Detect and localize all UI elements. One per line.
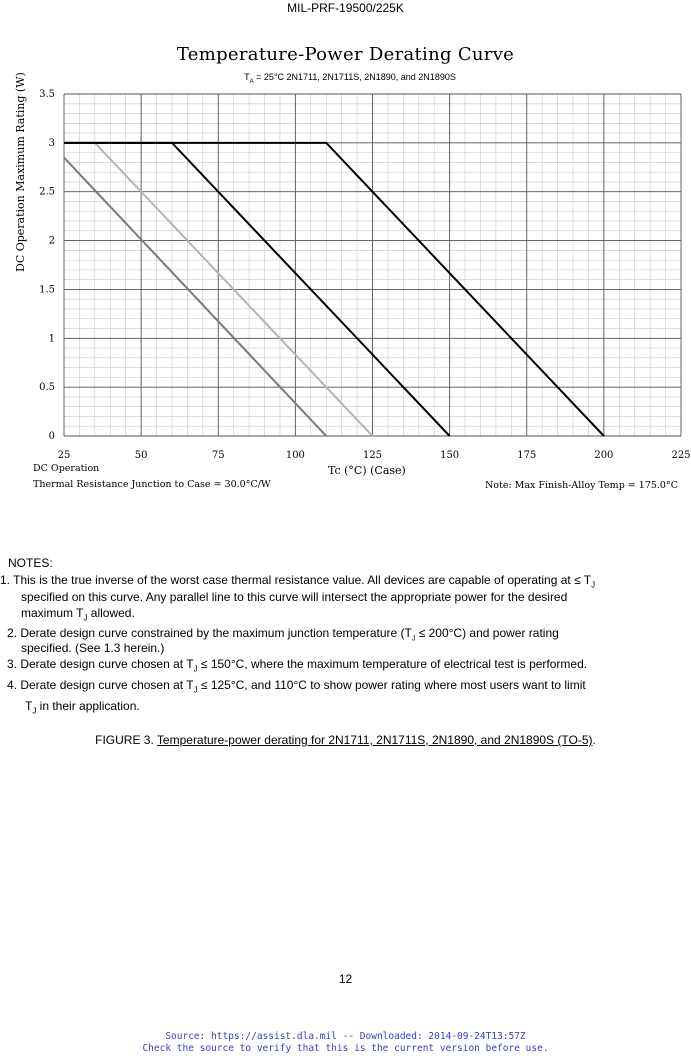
x-tick-label: 175 <box>517 450 537 461</box>
source-line-2: Check the source to verify that this is the current version before use. <box>142 1043 549 1054</box>
figure-label: FIGURE 3. <box>95 733 157 747</box>
annotation-dc-operation: DC Operation <box>33 463 100 474</box>
note-4-line-1: 4. Derate design curve chosen at $T_J \le 125^\circ C$, and 110°C to show power rating where most users want to limit <box>7 678 586 695</box>
derating-series-1 <box>64 158 326 436</box>
note-1-line-3: maximum $T_J$ allowed. <box>21 606 135 623</box>
page-number: 12 <box>338 972 353 986</box>
x-tick-label: 225 <box>671 450 691 461</box>
chart-subtitle <box>205 72 495 85</box>
y-tick-label: 2 <box>48 235 55 247</box>
x-axis-label: Tc (°C) (Case) <box>328 464 406 477</box>
source-footer <box>0 1031 691 1055</box>
y-tick-label: 1 <box>48 333 55 345</box>
y-tick-label: 0 <box>48 431 55 442</box>
x-tick-label: 100 <box>285 450 305 461</box>
note-3: 3. Derate design curve chosen at $T_J \le 150^\circ C$, where the maximum temperature of electrical test is performed. <box>7 657 588 674</box>
y-tick-label: 3 <box>48 137 55 149</box>
note-1-line-1: 1. This is the true inverse of the worst case thermal resistance value. All devices are capable of operating at ≤ $T_J$ <box>0 573 596 590</box>
x-tick-label: 75 <box>211 450 225 461</box>
annotation-thermal-resistance: Thermal Resistance Junction to Case = 30.0°C/W <box>33 479 271 490</box>
x-tick-label: 25 <box>57 450 71 461</box>
note-4-line-2: $T_J$ in their application. <box>25 699 140 716</box>
x-tick-label: 150 <box>440 450 460 461</box>
subtitle-subscript: A <box>249 78 254 85</box>
y-axis-label: DC Operation Maximum Rating (W) <box>14 72 27 272</box>
y-tick-label: 2.5 <box>39 186 55 198</box>
notes-heading: NOTES: <box>8 556 53 570</box>
y-tick-labels <box>39 89 55 442</box>
figure-caption: FIGURE 3. Temperature-power derating for 2N1711, 2N1711S, 2N1890, and 2N1890S (TO-5). <box>95 733 596 747</box>
subtitle-rest: = 25°C 2N1711, 2N1711S, 2N1890, and 2N1890S <box>253 72 456 82</box>
x-tick-label: 200 <box>594 450 614 461</box>
note-2-line-1: 2. Derate design curve constrained by the maximum junction temperature $(T_J \le 200^\circ C)$ and power rating <box>7 626 559 643</box>
figure-title: Temperature-power derating for 2N1711, 2N1711S, 2N1890, and 2N1890S (TO-5) <box>156 733 593 747</box>
y-tick-label: 1.5 <box>39 284 55 296</box>
annotation-max-finish-alloy: Note: Max Finish-Alloy Temp = 175.0°C <box>484 480 678 491</box>
y-tick-label: 3.5 <box>39 89 55 100</box>
note-1-line-2: specified on this curve. Any parallel line to this curve will intersect the appropriate power for the desired <box>21 590 568 604</box>
x-tick-label: 125 <box>362 450 383 461</box>
note-2-line-2: specified. (See 1.3 herein.) <box>21 641 165 655</box>
document-id-header: MIL-PRF-19500/225K <box>287 1 404 15</box>
source-line-1: Source: https://assist.dla.mil -- Downloaded: 2014-09-24T13:57Z <box>165 1031 526 1042</box>
x-tick-label: 50 <box>134 450 148 461</box>
x-tick-labels <box>58 450 691 461</box>
y-tick-label: 0.5 <box>39 382 55 394</box>
subtitle-prefix: T <box>244 72 250 82</box>
chart-title: Temperature-Power Derating Curve <box>176 44 515 65</box>
